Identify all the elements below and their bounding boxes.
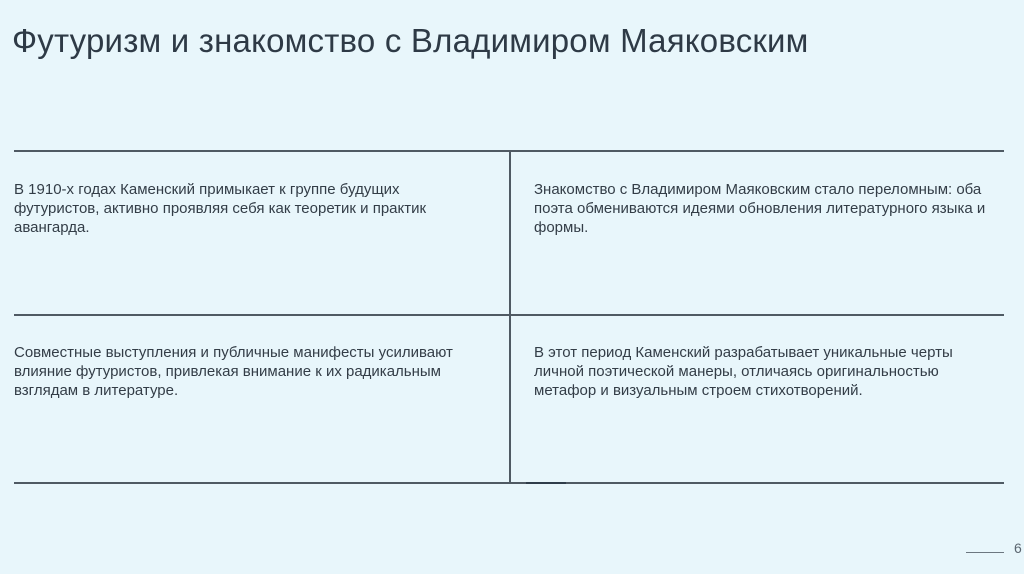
page-number: 6 <box>1014 540 1022 556</box>
accent-mark <box>526 482 566 484</box>
grid-cell-bottom-right: В этот период Каменский разрабатывает уникальные черты личной поэтической манеры, отличаясь оригинальностью метафор и визуальным строем стихотворений. <box>534 344 953 399</box>
slide-title: Футуризм и знакомство с Владимиром Маяковским <box>12 22 809 59</box>
footer-line <box>966 552 1004 553</box>
grid-cell-top-left: В 1910-х годах Каменский примыкает к группе будущих футуристов, активно проявляя себя как теоретик и практик авангарда. <box>14 181 427 236</box>
grid-cell-top-right: Знакомство с Владимиром Маяковским стало переломным: оба поэта обмениваются идеями обновления литературного языка и формы. <box>534 181 986 236</box>
content-grid <box>14 150 1004 484</box>
grid-cell-bottom-left: Совместные выступления и публичные манифесты усиливают влияние футуристов, привлекая внимание к их радикальным взглядам в литературе. <box>14 344 453 399</box>
grid-rule-vertical <box>509 150 511 484</box>
